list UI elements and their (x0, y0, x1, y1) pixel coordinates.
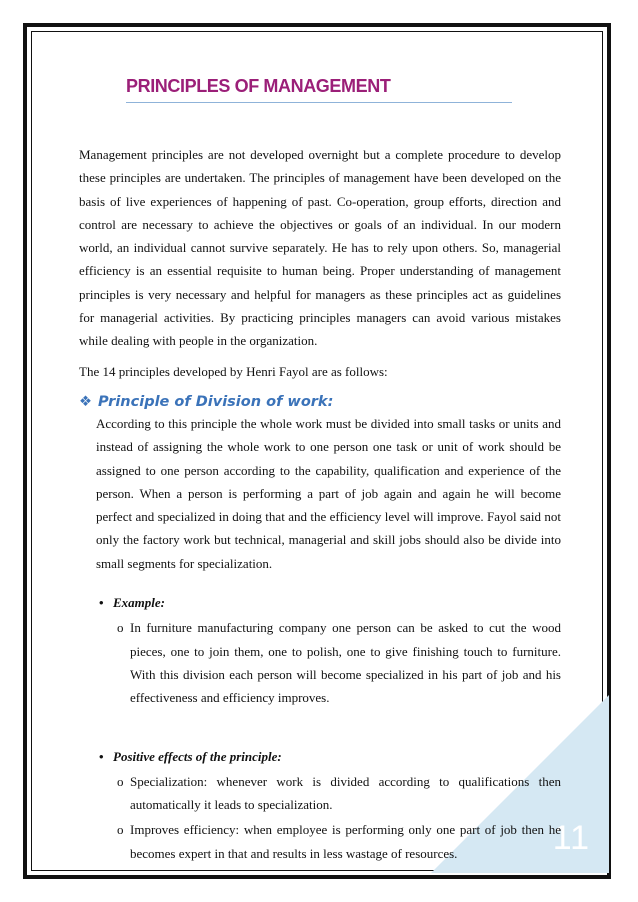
section-heading-text: Principle of Division of work: (98, 393, 334, 410)
title-underline (126, 102, 512, 103)
intro-paragraph: Management principles are not developed overnight but a complete procedure to develop these principles are undertaken. The principles of management have been developed on the basis of live experiences of happening of past. Co-operation, group efforts, direction and control are necessary to achieve the objectives or goals of an individual. In our modern world, an individual cannot survive separately. He has to rely upon others. So, managerial efficiency is an essential requisite to human being. Proper understanding of management principles is very necessary and helpful for managers as these principles act as guidelines for managerial activities. By practicing principles managers can avoid various mistakes while dealing with people in the organization. (79, 147, 561, 349)
example-bullet (79, 591, 561, 614)
bullet-dot-icon: • (99, 748, 104, 764)
effect-text: Improves efficiency: when employee is performing only one part of job then he becomes expert in that and results in less wastage of resources. (130, 822, 561, 861)
example-label: Example: (113, 595, 165, 611)
page-number: 11 (552, 819, 590, 857)
example-item (79, 616, 561, 709)
example-text: In furniture manufacturing company one person can be asked to cut the wood pieces, one to join them, one to polish, one to give finishing touch to furniture. With this division each person will become specialized in his part of job and his effectiveness and efficiency improves. (130, 620, 561, 706)
bullet-dot-icon: • (99, 595, 104, 611)
sub-bullet-icon: o (117, 822, 124, 838)
lead-in-text: The 14 principles developed by Henri Fayol are as follows: (79, 363, 388, 379)
effect-item (79, 818, 561, 865)
effects-label: Positive effects of the principle: (113, 748, 282, 764)
effects-bullet (79, 745, 561, 768)
sub-bullet-icon: o (117, 620, 124, 636)
sub-bullet-icon: o (117, 773, 124, 789)
effect-text: Specialization: whenever work is divided according to qualifications then automatically it leads to specialization. (130, 773, 561, 813)
section-heading (79, 392, 561, 412)
page-title: PRINCIPLES OF MANAGEMENT (126, 76, 391, 96)
section-body: According to this principle the whole work must be divided into small tasks or units and instead of assigning the whole work to one person one task or unit of work should be assigned to one person according to the capability, qualification and experience of the person. When a person is performing a part of job again and again he will become perfect and specialized in doing that and the efficiency level will improve. Fayol said not only the factory work but technical, managerial and skill jobs should also be divide into small segments for specialization. (96, 415, 561, 571)
effect-item (79, 770, 561, 817)
diamond-bullet-icon: ❖ (79, 393, 92, 410)
document-body (79, 143, 561, 865)
